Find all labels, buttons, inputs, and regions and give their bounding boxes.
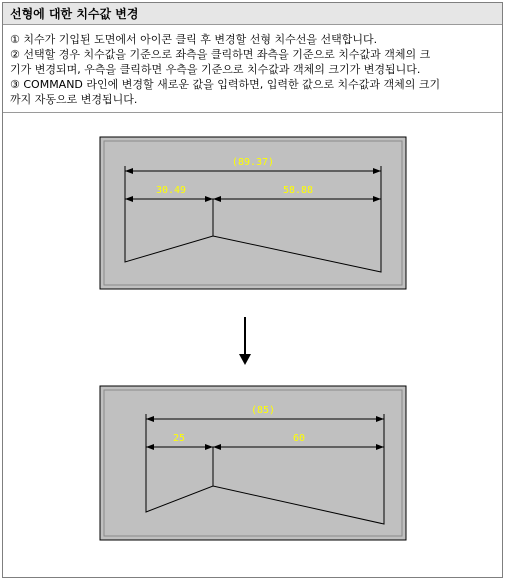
before-drawing: [100, 137, 406, 289]
before-left-label: 30.49: [155, 185, 187, 196]
description-line-3: 기가 변경되며, 우측을 클릭하면 우측을 기준으로 치수값과 객체의 크기가 변경됩니다.: [10, 63, 421, 76]
description-line-4: ③ COMMAND 라인에 변경할 새로운 값을 입력하면, 입력한 값으로 치수값과 객체의 크기: [10, 78, 441, 91]
content-frame: [2, 2, 503, 578]
figure-area: [3, 114, 502, 577]
after-drawing: [100, 386, 406, 540]
description-line-2: ② 선택할 경우 치수값을 기준으로 좌측을 클릭하면 좌측을 기준으로 치수값과 객체의 크: [10, 48, 431, 61]
before-total-label: (89.37): [231, 157, 275, 168]
down-arrow-icon: [239, 317, 251, 365]
description-line-1: ① 치수가 기입된 도면에서 아이콘 클릭 후 변경할 선형 치수선을 선택합니다.: [10, 33, 378, 46]
section-title: 선형에 대한 치수값 변경: [3, 3, 502, 25]
description-line-5: 까지 자동으로 변경됩니다.: [10, 93, 138, 106]
description-block: [3, 26, 502, 113]
after-left-label: 25: [172, 433, 186, 444]
after-right-label: 60: [292, 433, 306, 444]
after-total-label: (85): [250, 405, 276, 416]
before-right-label: 58.88: [282, 185, 314, 196]
